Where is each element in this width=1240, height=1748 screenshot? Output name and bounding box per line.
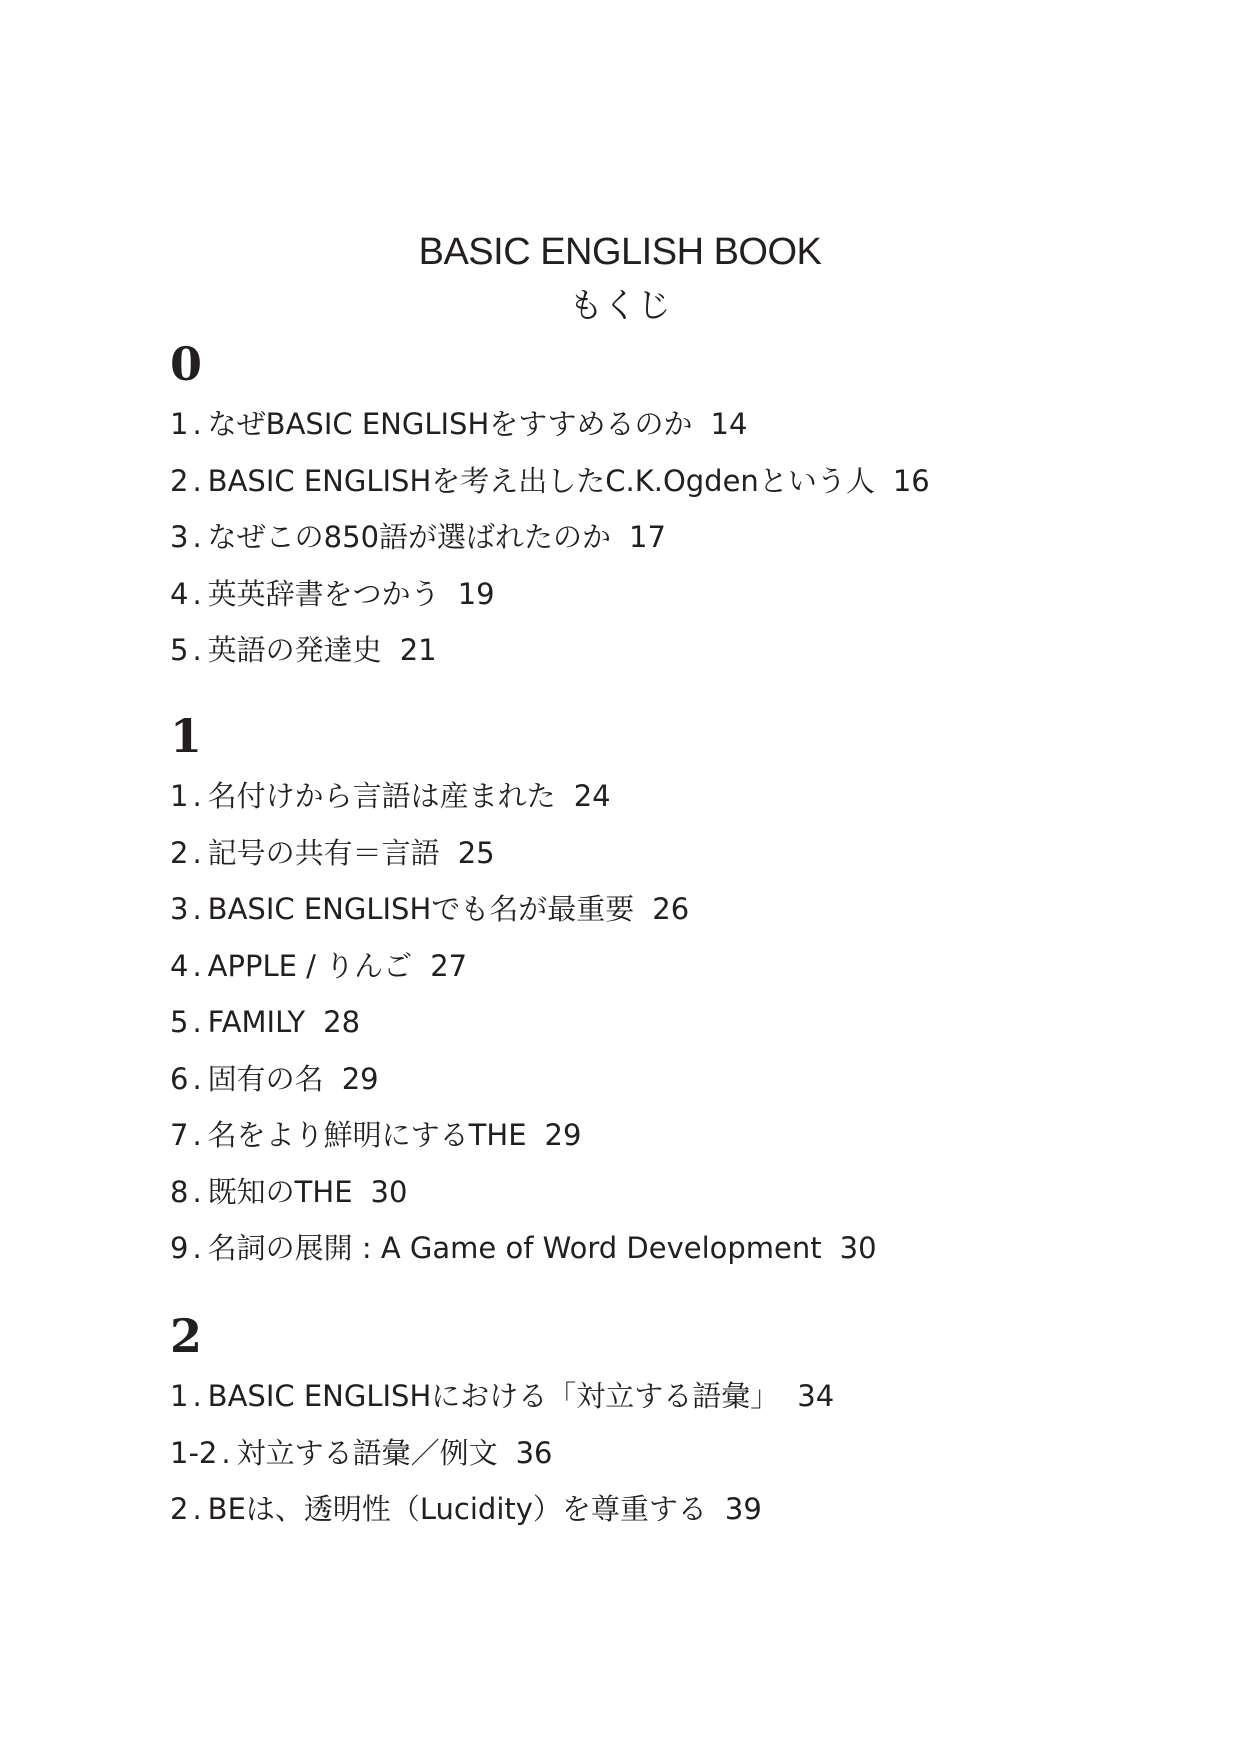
entry-separator: . [192,835,202,870]
entry-separator: . [192,1174,202,1209]
entry-title: BASIC ENGLISHにおける「対立する語彙」 [207,1379,780,1413]
entry-separator: . [192,520,202,554]
toc-section [170,336,1170,679]
entry-number: 4 [170,948,189,983]
entry-separator: . [192,1231,202,1265]
entry-page-number: 14 [710,407,748,441]
toc-entry[interactable] [170,453,1170,510]
entry-separator: . [192,1005,202,1039]
entry-page-number: 19 [457,576,495,611]
entry-title: APPLE / りんご [207,948,413,983]
section-number: 2 [170,1309,203,1363]
entry-separator: . [192,463,202,498]
section-number: 1 [170,709,203,763]
entry-title: 対立する語彙／例文 [236,1435,498,1470]
entry-title: 名付けから言語は産まれた [207,779,556,813]
entry-page-number: 21 [399,633,437,667]
entry-number: 9 [170,1231,189,1265]
entry-separator: . [192,1061,202,1096]
entry-title: BEは、透明性（Lucidity）を尊重する [207,1492,707,1526]
entry-title: BASIC ENGLISHでも名が最重要 [207,892,635,926]
entry-page-number: 36 [515,1435,553,1470]
toc-entry[interactable] [170,622,1170,679]
entry-title: FAMILY [207,1005,306,1039]
book-title: BASIC ENGLISH BOOK [418,231,822,273]
toc-entry[interactable] [170,1051,1170,1108]
entry-number: 3 [170,520,189,554]
entry-page-number: 30 [370,1174,408,1209]
entry-separator: . [192,633,202,667]
entry-separator: . [192,779,202,813]
toc-heading: もくじ [569,286,671,326]
section-number: 0 [170,337,203,391]
toc-entry[interactable] [170,825,1170,882]
toc-section [170,1308,1170,1538]
toc-entry[interactable] [170,768,1170,825]
toc-entry[interactable] [170,396,1170,453]
entry-title: 名をより鮮明にするTHE [207,1118,527,1152]
entry-title: BASIC ENGLISHを考え出したC.K.Ogdenという人 [207,463,875,498]
entry-number: 2 [170,835,189,870]
entry-number: 2 [170,1492,189,1526]
toc-entry[interactable] [170,994,1170,1051]
toc-entry[interactable] [170,1220,1170,1277]
toc-entry[interactable] [170,1164,1170,1221]
entry-title: 固有の名 [207,1061,324,1096]
entry-number: 5 [170,1005,189,1039]
toc-entry[interactable] [170,938,1170,995]
entry-page-number: 34 [797,1379,835,1413]
entry-separator: . [192,948,202,983]
entry-page-number: 28 [323,1005,361,1039]
entry-title: なぜこの850語が選ばれたのか [207,520,612,554]
entry-number: 8 [170,1174,189,1209]
entry-separator: . [192,1118,202,1152]
entry-number: 1 [170,1379,189,1413]
toc-entry[interactable] [170,1481,1170,1538]
entry-title: 英英辞書をつかう [207,576,440,611]
entry-number: 1-2 [170,1435,218,1470]
entry-page-number: 16 [892,463,930,498]
entry-page-number: 29 [544,1118,582,1152]
entry-number: 7 [170,1118,189,1152]
entry-title: 既知のTHE [207,1174,353,1209]
entry-number: 3 [170,892,189,926]
entry-page-number: 24 [573,779,611,813]
entry-number: 4 [170,576,189,611]
entry-number: 1 [170,407,189,441]
entry-separator: . [192,1492,202,1526]
toc-entry[interactable] [170,1107,1170,1164]
entry-separator: . [221,1435,231,1470]
entry-title: 名詞の展開 : A Game of Word Development [207,1231,822,1265]
toc-entry[interactable] [170,566,1170,623]
entry-number: 2 [170,463,189,498]
toc-entry[interactable] [170,881,1170,938]
toc-entry[interactable] [170,1368,1170,1425]
entry-page-number: 25 [457,835,495,870]
entry-separator: . [192,892,202,926]
entry-separator: . [192,576,202,611]
entry-page-number: 17 [629,520,666,554]
entry-title: 記号の共有＝言語 [207,835,440,870]
entry-number: 6 [170,1061,189,1096]
toc-entry[interactable] [170,1425,1170,1482]
entry-separator: . [192,407,202,441]
entry-page-number: 39 [724,1492,762,1526]
entry-title: 英語の発達史 [207,633,382,667]
entry-title: なぜBASIC ENGLISHをすすめるのか [207,407,693,441]
entry-page-number: 27 [430,948,468,983]
toc-entry[interactable] [170,509,1170,566]
toc-section [170,708,1170,1277]
entry-separator: . [192,1379,202,1413]
entry-number: 5 [170,633,189,667]
entry-page-number: 26 [652,892,690,926]
entry-page-number: 29 [341,1061,379,1096]
entry-page-number: 30 [839,1231,877,1265]
entry-number: 1 [170,779,189,813]
